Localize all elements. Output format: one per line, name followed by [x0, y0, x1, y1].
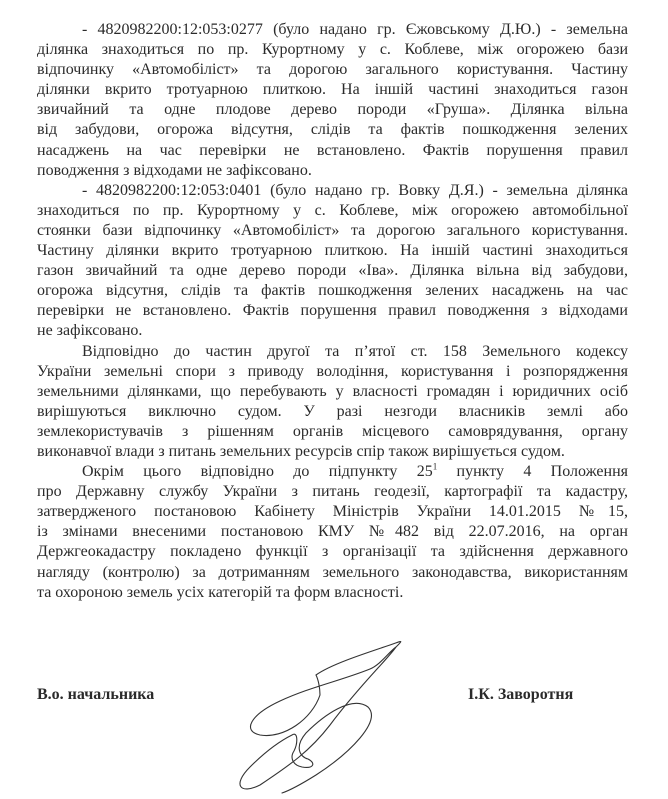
text-line: Частину ділянки вкрито тротуарною плиткою. На іншій частині знаходиться: [37, 242, 628, 260]
text-line: перевірки не встановлено. Фактів порушення правил поводження з відходами: [37, 302, 628, 320]
text-line: вирішуються виключно судом. У разі незгоди власників землі або: [37, 402, 628, 420]
text-line: та охороною земель усіх категорій та форм власності.: [37, 583, 404, 601]
text-line: із змінами внесеними постановою КМУ №482 від 22.07.2016, на орган: [37, 523, 628, 541]
document-body: [37, 20, 628, 603]
text-line: виконавчої влади з питань земельних ресурсів спір також вирішується судом.: [37, 442, 565, 460]
handwritten-signature: [220, 635, 420, 795]
text-line: поводження з відходами не зафіксовано.: [37, 161, 312, 179]
text-fragment: Окрім цього відповідно до підпункту 25: [82, 463, 433, 481]
text-line: газон звичайний та одне дерево породи «Іва». Ділянка вільна від забудови,: [37, 262, 628, 280]
text-line: [37, 462, 628, 482]
paragraph-parcel-0401: [37, 181, 628, 342]
text-line: не зафіксовано.: [37, 322, 143, 340]
text-line: України земельні спори з приводу володіння, користування і розпорядження: [37, 362, 628, 380]
text-fragment: пункту 4 Положення: [437, 463, 628, 481]
text-line: звичайний та одне плодове дерево породи «Груша». Ділянка вільна: [37, 101, 628, 119]
signatory-name: І.К. Заворотня: [468, 686, 574, 703]
text-line: насаджень на час перевірки не встановлено. Фактів порушення правил: [37, 141, 628, 159]
text-line: Держгеокадастру покладено функції з організації та здійснення державного: [37, 543, 628, 561]
text-line: землекористувачів з рішенням органів місцевого самоврядування, органу: [37, 422, 628, 440]
text-line: стоянки бази відпочинку «Автомобіліст» та дорогою загального користування.: [37, 221, 628, 239]
paragraph-land-code: [37, 342, 628, 463]
text-line: - 4820982200:12:053:0277 (було надано гр. Єжовському Д.Ю.) - земельна: [82, 21, 628, 38]
paragraph-parcel-0277: [37, 20, 628, 181]
text-line: про Державну службу України з питань геодезії, картографії та кадастру,: [37, 483, 628, 501]
text-line: земельними ділянками, що перебувають у власності громадян і юридичних осіб: [37, 382, 628, 400]
text-line: від забудови, огорожа відсутня, слідів та фактів пошкодження зелених: [37, 121, 628, 139]
paragraph-regulation: [37, 462, 628, 603]
text-line: огорожа відсутня, слідів та фактів пошкодження зелених насаджень на час: [37, 282, 628, 300]
text-line: ділянки вкрито тротуарною плиткою. На іншій частині знаходиться газон: [37, 81, 628, 99]
text-line: нагляду (контролю) за дотриманням земельного законодавства, використанням: [37, 563, 628, 581]
text-line: Відповідно до частин другої та п’ятої ст. 158 Земельного кодексу: [82, 342, 628, 360]
text-line: - 4820982200:12:053:0401 (було надано гр. Вовку Д.Я.) - земельна ділянка: [82, 181, 628, 199]
text-line: ділянка знаходиться по пр. Курортному у с. Коблеве, між огорожею бази: [37, 41, 628, 59]
text-line: затвердженого постановою Кабінету Міністрів України 14.01.2015 №15,: [37, 503, 628, 521]
text-line: знаходиться по пр. Курортному у с. Коблеве, між огорожею автомобільної: [37, 201, 628, 219]
superscript: 1: [432, 461, 438, 472]
text-line: відпочинку «Автомобіліст» та дорогою загального користування. Частину: [37, 61, 628, 79]
signatory-title: В.о. начальника: [37, 686, 155, 703]
